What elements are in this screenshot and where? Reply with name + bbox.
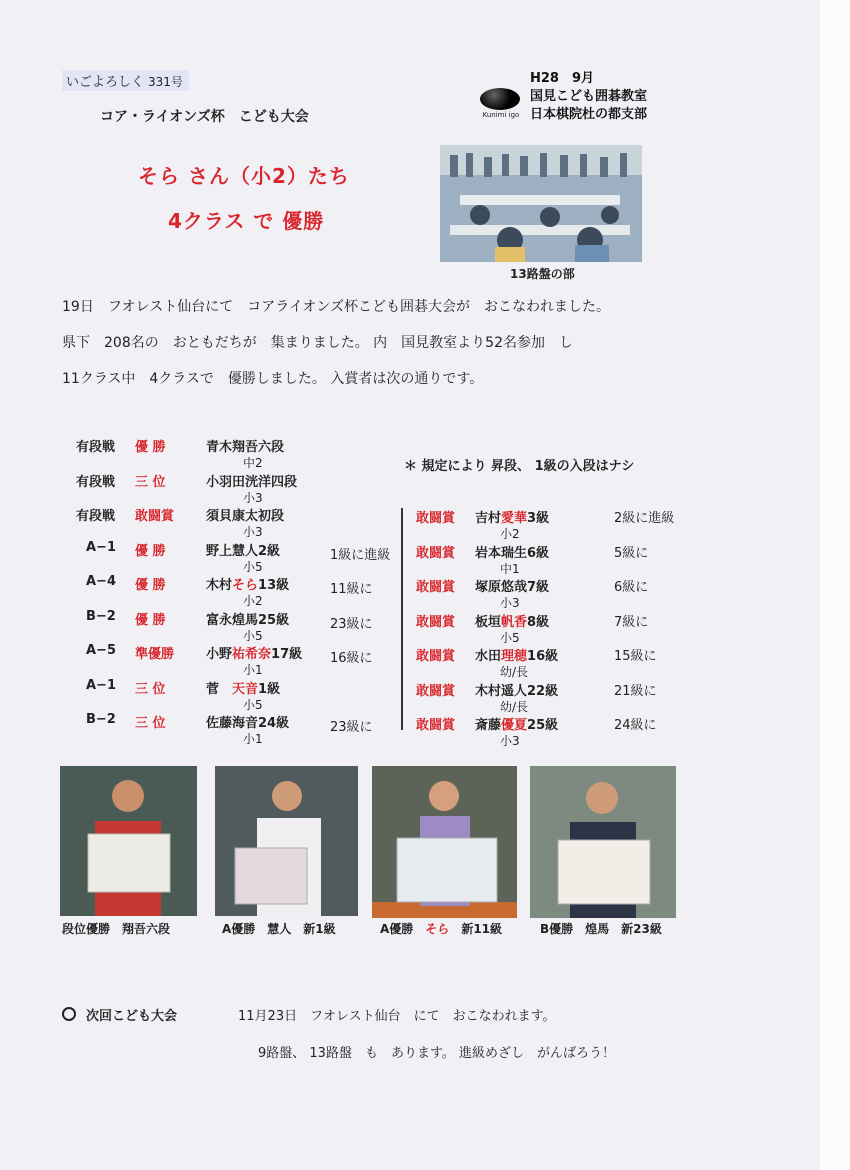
circle-bullet-icon — [62, 1007, 76, 1021]
photo-caption-2: A優勝 慧人 新1級 — [222, 922, 336, 936]
name-part: 菅 — [206, 681, 233, 697]
promotion-note: ＊ 規定により 昇段、 1級の入段はナシ — [404, 459, 635, 474]
event-title: コア・ライオンズ杯 こども大会 — [100, 109, 309, 125]
result-award: 敢闘賞 — [416, 683, 456, 699]
name-highlight: 愛華 — [501, 511, 528, 526]
name-part: 水田 — [475, 649, 502, 664]
result-note: 24級に — [614, 718, 657, 733]
winner-name — [475, 611, 549, 630]
result-award: 敢闘賞 — [416, 718, 456, 733]
header-info — [530, 70, 647, 124]
result-award: 敢闘賞 — [416, 580, 456, 595]
result-grade: 小1 — [243, 732, 263, 746]
next-event-line2: 9路盤、 13路盤 も あります。 進級めざし がんばろう！ — [258, 1046, 616, 1061]
caption-3-pre: A優勝 — [380, 922, 426, 936]
winner-name — [206, 678, 280, 697]
result-class: 有段戦 — [76, 440, 116, 455]
result-award: 敢闘賞 — [416, 511, 456, 526]
result-award: 敢闘賞 — [416, 545, 456, 561]
result-class: A−1 — [86, 539, 116, 555]
winner-name: 岩本瑞生6級 — [475, 545, 550, 561]
winner-name: 佐藤海音24級 — [206, 716, 290, 731]
result-grade: 小2 — [243, 594, 263, 608]
result-award: 優 勝 — [135, 440, 166, 455]
name-highlight: 天音 — [232, 681, 259, 697]
name-part: 25級 — [527, 718, 559, 733]
result-grade: 小5 — [243, 559, 263, 574]
intro-line-3: 11クラス中 4クラスで 優勝しました。 入賞者は次の通りです。 — [62, 371, 484, 387]
result-award: 三 位 — [135, 474, 166, 490]
result-award: 準優勝 — [135, 647, 175, 662]
name-part: 斎藤 — [475, 718, 502, 733]
name-highlight: 理穂 — [501, 649, 528, 664]
result-class: B−2 — [86, 712, 116, 727]
result-note: 1級に進級 — [330, 547, 391, 563]
name-part: 木村 — [206, 578, 233, 593]
name-highlight: 祐希奈 — [232, 647, 272, 662]
winner-photo-2 — [215, 766, 358, 916]
result-award: 優 勝 — [135, 612, 166, 628]
winner-name — [475, 507, 549, 526]
caption-3-post: 新11級 — [449, 922, 503, 936]
result-class: A−5 — [86, 643, 116, 658]
name-part: 3級 — [527, 511, 550, 526]
result-grade: 小2 — [500, 527, 520, 541]
result-note: 7級に — [614, 614, 649, 630]
tournament-hall-photo — [440, 145, 642, 262]
result-grade: 小3 — [500, 596, 520, 610]
result-note: 11級に — [330, 582, 373, 597]
winner-name: 塚原悠哉7級 — [475, 580, 550, 595]
intro-line-2: 県下 208名の おともだちが 集まりました。 内 国見教室より52名参加 し — [62, 335, 573, 351]
next-event-title-text: 次回こども大会 — [86, 1009, 178, 1024]
name-part: 8級 — [527, 614, 550, 630]
result-class: A−1 — [86, 677, 116, 693]
winner-name: 青木翔吾六段 — [206, 440, 285, 455]
winner-name: 木村遥人22級 — [475, 683, 559, 699]
result-award: 三 位 — [135, 681, 166, 697]
result-grade: 中2 — [243, 456, 263, 470]
headline-line1: そら さん（小2）たち — [138, 164, 350, 188]
winner-name — [206, 574, 289, 593]
issue-label — [62, 70, 189, 91]
result-note: 23級に — [330, 720, 373, 735]
result-grade: 小1 — [243, 663, 263, 677]
result-class: 有段戦 — [76, 474, 116, 490]
winner-name: 須貝康太初段 — [206, 509, 285, 524]
issue-title: いごよろしく — [66, 75, 145, 90]
name-part: 13級 — [258, 578, 290, 593]
school-name: 国見こども囲碁教室 — [530, 89, 648, 104]
result-class: 有段戦 — [76, 509, 116, 524]
result-grade: 小5 — [243, 628, 263, 643]
go-stone-logo — [480, 88, 522, 118]
result-note: 5級に — [614, 545, 649, 561]
result-grade: 小3 — [243, 490, 263, 505]
name-highlight: そら — [232, 578, 259, 593]
result-award: 敢闘賞 — [135, 509, 175, 524]
name-part: 1級 — [258, 681, 281, 697]
winner-photo-1 — [60, 766, 197, 916]
name-highlight: 優夏 — [501, 718, 528, 733]
intro-line-1: 19日 フオレスト仙台にて コアライオンズ杯こども囲碁大会が おこなわれました。 — [62, 299, 610, 315]
winner-photo-3 — [372, 766, 517, 918]
winner-name — [475, 714, 558, 733]
result-class: A−4 — [86, 574, 116, 589]
winner-name: 小羽田洸洋四段 — [206, 474, 298, 490]
photo-caption-1: 段位優勝 翔吾六段 — [62, 922, 171, 936]
result-note: 15級に — [614, 649, 657, 664]
photo-caption-4: B優勝 煌馬 新23級 — [540, 922, 662, 936]
results-divider — [401, 508, 403, 730]
go-stone-icon — [480, 88, 520, 110]
result-grade: 中1 — [500, 561, 520, 576]
photo-caption-3 — [380, 920, 502, 937]
headline-line2: 4クラス で 優勝 — [168, 209, 325, 233]
name-part: 17級 — [271, 647, 303, 662]
result-note: 21級に — [614, 683, 657, 699]
result-grade: 幼/長 — [500, 699, 529, 714]
result-award: 敢闘賞 — [416, 614, 456, 630]
next-event-title — [62, 1005, 177, 1024]
result-note: 6級に — [614, 580, 649, 595]
name-part: 小野 — [206, 647, 233, 662]
result-grade: 幼/長 — [500, 665, 529, 679]
name-part: 16級 — [527, 649, 559, 664]
winner-name — [475, 645, 558, 664]
result-grade: 小3 — [243, 525, 263, 539]
result-grade: 小5 — [500, 630, 520, 645]
result-class: B−2 — [86, 608, 116, 624]
name-highlight: 帆香 — [501, 614, 528, 630]
result-award: 敢闘賞 — [416, 649, 456, 664]
association-name: 日本棋院杜の都支部 — [530, 107, 648, 122]
winner-name: 野上慧人2級 — [206, 543, 281, 559]
result-grade: 小3 — [500, 734, 520, 748]
result-note: 2級に進級 — [614, 511, 675, 526]
result-award: 三 位 — [135, 716, 166, 731]
page-edge — [820, 0, 850, 1170]
winner-name — [206, 643, 302, 662]
result-note: 23級に — [330, 616, 373, 632]
name-part: 吉村 — [475, 511, 502, 526]
winner-photo-4 — [530, 766, 676, 918]
result-note: 16級に — [330, 651, 373, 666]
result-award: 優 勝 — [135, 578, 166, 593]
logo-caption: Kunimi igo — [482, 111, 520, 119]
top-photo-caption: 13路盤の部 — [510, 267, 575, 281]
winner-name: 富永煌馬25級 — [206, 612, 290, 628]
caption-3-highlight: そら — [425, 922, 450, 936]
next-event-line1: 11月23日 フオレスト仙台 にて おこなわれます。 — [238, 1009, 556, 1024]
issue-date: H28 9月 — [530, 71, 595, 86]
result-grade: 小5 — [243, 697, 263, 712]
result-award: 優 勝 — [135, 543, 166, 559]
issue-number: 331号 — [148, 75, 183, 89]
name-part: 板垣 — [475, 614, 502, 630]
